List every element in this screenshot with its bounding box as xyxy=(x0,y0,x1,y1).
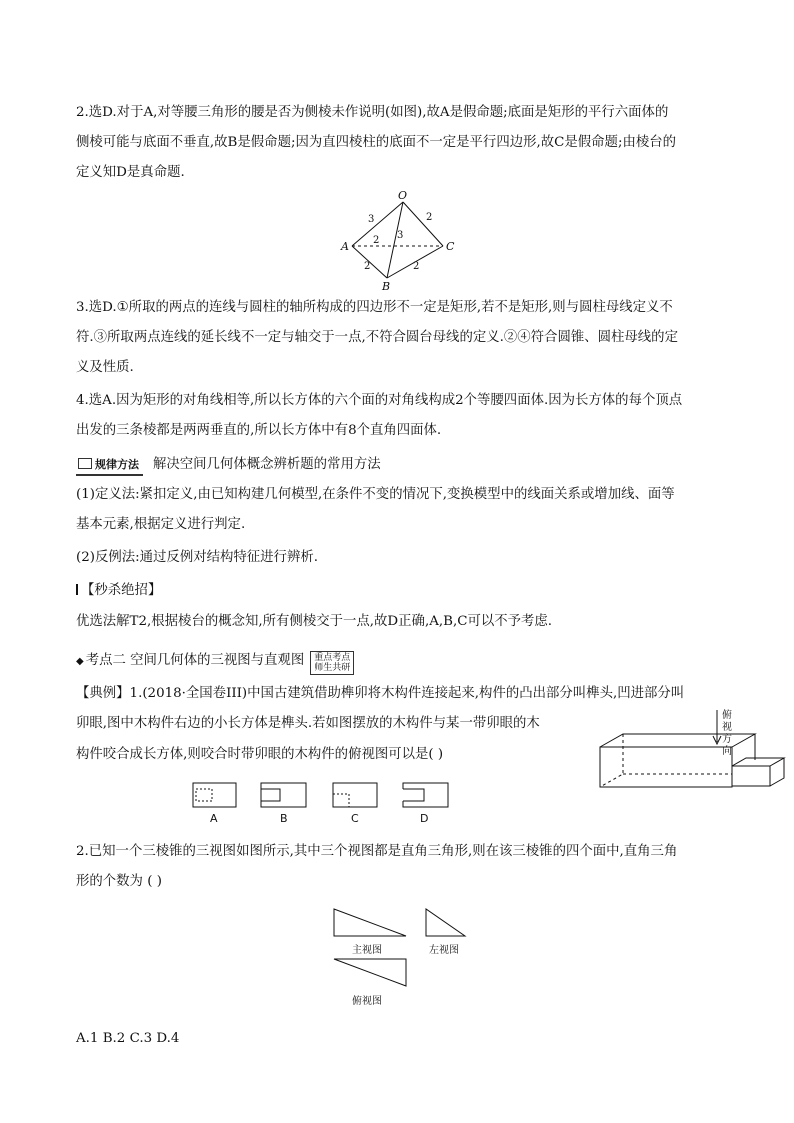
solution-3-line-2: 符.③所取两点连线的延长线不一定与轴交于一点,不符合圆台母线的定义.②④符合圆锥、圆柱母线的定 xyxy=(76,330,678,345)
solution-2-line-2: 侧棱可能与底面不垂直,故B是假命题;因为直四棱柱的底面不一定是平行四边形,故C是假命题;由棱台的 xyxy=(76,135,677,150)
top-view-label: 俯视图 xyxy=(352,996,382,1007)
choice-D-label: D xyxy=(420,812,429,825)
example-2-line-1: 2.已知一个三棱锥的三视图如图所示,其中三个视图都是直角三角形,则在该三棱锥的四个面中,直角三角 xyxy=(76,844,678,859)
method-header xyxy=(76,456,726,476)
trick-text: 优选法解T2,根据棱台的概念知,所有侧棱交于一点,故D正确,A,B,C可以不予考虑. xyxy=(76,614,553,629)
vertex-C: C xyxy=(446,240,455,253)
edge-BC: 2 xyxy=(413,261,420,272)
choice-A-label: A xyxy=(210,812,218,825)
book-icon xyxy=(78,458,92,469)
choice-B-label: B xyxy=(280,812,288,825)
solution-3-line-3: 义及性质. xyxy=(76,360,134,375)
method-title: 解决空间几何体概念辨析题的常用方法 xyxy=(153,457,381,472)
example-1-line-1: 【典例】1.(2018·全国卷III)中国古建筑借助榫卯将木构件连接起来,构件的凸出部分叫榫头,凹进部分叫 xyxy=(76,686,685,701)
trick-title: 【秒杀绝招】 xyxy=(76,582,726,600)
method-1-line-1: (1)定义法:紧扣定义,由已知构建几何模型,在条件不变的情况下,变换模型中的线面关系或增加线、面等 xyxy=(76,487,675,502)
example-2-line-2: 形的个数为 ( ) xyxy=(76,874,162,889)
marker-bar xyxy=(76,584,78,595)
edge-OA: 3 xyxy=(368,214,375,225)
view-direction-label: 俯 视 方 向 xyxy=(722,710,732,757)
solution-4-line-2: 出发的三条棱都是两两垂直的,所以长方体中有8个直角四面体. xyxy=(76,423,442,438)
method-tag: 规律方法 xyxy=(76,456,143,476)
diamond-icon: ◆ xyxy=(76,656,84,667)
example-2-options: A.1 B.2 C.3 D.4 xyxy=(76,1031,180,1046)
side-view-label: 左视图 xyxy=(429,945,459,956)
solution-2-line-1: 2.选D.对于A,对等腰三角形的腰是否为侧棱未作说明(如图),故A是假命题;底面是矩形的平行六面体的 xyxy=(76,105,669,120)
edge-OC: 2 xyxy=(426,212,433,223)
vertex-O: O xyxy=(398,189,408,202)
vertex-A: A xyxy=(341,240,349,253)
edge-OB: 3 xyxy=(397,230,404,241)
front-view-label: 主视图 xyxy=(352,945,382,956)
section-heading xyxy=(76,651,726,675)
vertex-B: B xyxy=(382,280,391,293)
example-1-line-3: 构件咬合成长方体,则咬合时带卯眼的木构件的俯视图可以是( ) xyxy=(76,747,444,762)
method-2: (2)反例法:通过反例对结构特征进行辨析. xyxy=(76,550,318,565)
solution-2-line-3: 定义知D是真命题. xyxy=(76,165,185,180)
edge-AC: 2 xyxy=(373,235,380,246)
method-1-line-2: 基本元素,根据定义进行判定. xyxy=(76,517,246,532)
example-1-line-2: 卯眼,图中木构件右边的小长方体是榫头.若如图摆放的木构件与某一带卯眼的木 xyxy=(76,716,540,731)
section-title: 考点二 空间几何体的三视图与直观图 xyxy=(85,653,305,668)
solution-3-line-1: 3.选D.①所取的两点的连线与圆柱的轴所构成的四边形不一定是矩形,若不是矩形,则与圆柱母线定义不 xyxy=(76,300,673,315)
solution-4-line-1: 4.选A.因为矩形的对角线相等,所以长方体的六个面的对角线构成2个等腰四面体.因为长方体的每个顶点 xyxy=(76,393,683,408)
section-badge: 重点考点 师生共研 xyxy=(310,651,354,675)
choice-C-label: C xyxy=(351,812,359,825)
edge-AB: 2 xyxy=(364,261,371,272)
